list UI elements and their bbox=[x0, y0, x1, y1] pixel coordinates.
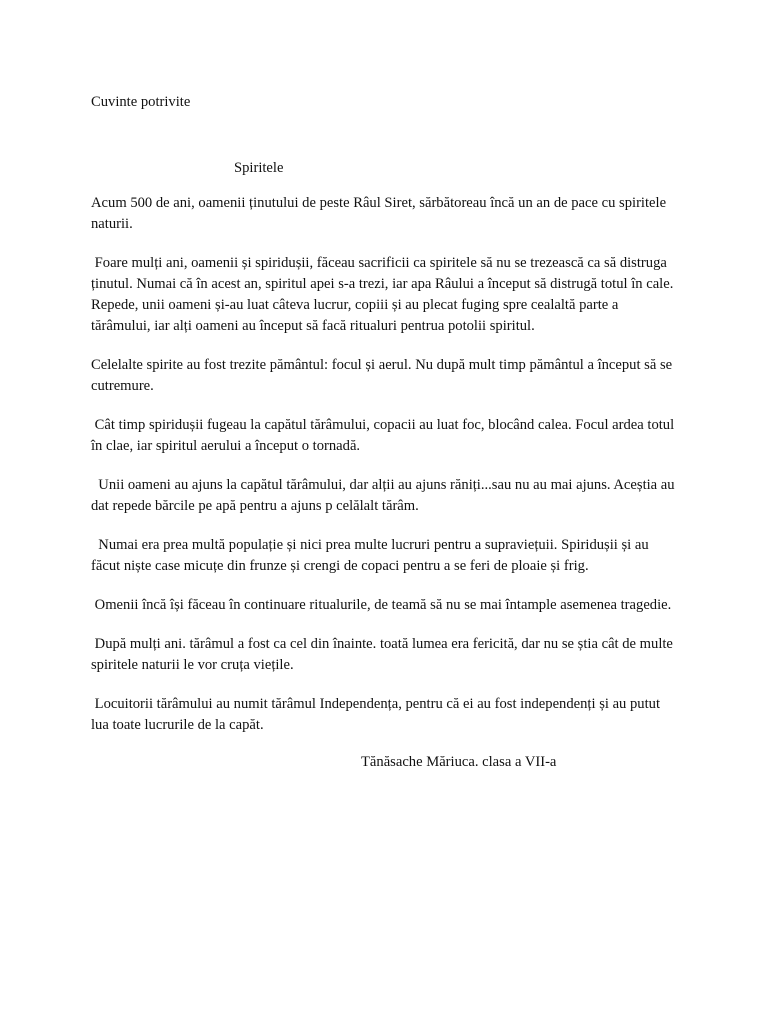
paragraph-7: Omenii încă își făceau în continuare ritualurile, de teamă să nu se mai întample asemenea tragedie. bbox=[91, 597, 672, 613]
paragraph-8: După mulți ani. tărâmul a fost ca cel din înainte. toată lumea era fericită, dar nu se știa cât de multe spiritele naturii le vor cruța viețile. bbox=[91, 636, 677, 673]
paragraph-1: Acum 500 de ani, oamenii ținutului de peste Râul Siret, sărbătoreau încă un an de pace cu spiritele naturii. bbox=[91, 195, 670, 232]
paragraph-5: Unii oameni au ajuns la capătul tărâmului, dar alții au ajuns răniți...sau nu au mai ajuns. Aceștia au dat repede bărcile pe apă pentru a ajuns p celălalt tărâm. bbox=[91, 477, 679, 514]
story-body bbox=[91, 193, 681, 754]
story-title: Spiritele bbox=[234, 160, 284, 176]
paragraph-4: Cât timp spiridușii fugeau la capătul tărâmului, copacii au luat foc, blocând calea. Focul ardea totul în clae, iar spiritul aerului a început o tornadă. bbox=[91, 417, 678, 454]
author-signature: Tănăsache Măriuca. clasa a VII-a bbox=[361, 754, 557, 770]
paragraph-6: Numai era prea multă populație și nici prea multe lucruri pentru a supraviețuii. Spiridușii și au făcut niște case micuțe din frunze și crengi de copaci pentru a se feri de ploaie și frig. bbox=[91, 537, 653, 574]
document-header: Cuvinte potrivite bbox=[91, 94, 191, 110]
paragraph-3: Celelalte spirite au fost trezite pământul: focul și aerul. Nu după mult timp pământul a început să se cutremure. bbox=[91, 357, 676, 394]
paragraph-9: Locuitorii tărâmului au numit tărâmul Independența, pentru că ei au fost independenți și au putut lua toate lucrurile de la capăt. bbox=[91, 696, 664, 733]
paragraph-2: Foare mulți ani, oamenii și spiridușii, făceau sacrificii ca spiritele să nu se trezească ca să distruga ținutul. Numai că în acest an, spiritul apei s-a trezi, iar apa Râului a început să distrugă totul în cale. Repede, unii oameni și-au luat câteva lucrur, copiii și au plecat fuging spre cealaltă parte a tărâmului, iar alți oameni au început să facă ritualuri pentrua potolii spiritul. bbox=[91, 255, 678, 334]
